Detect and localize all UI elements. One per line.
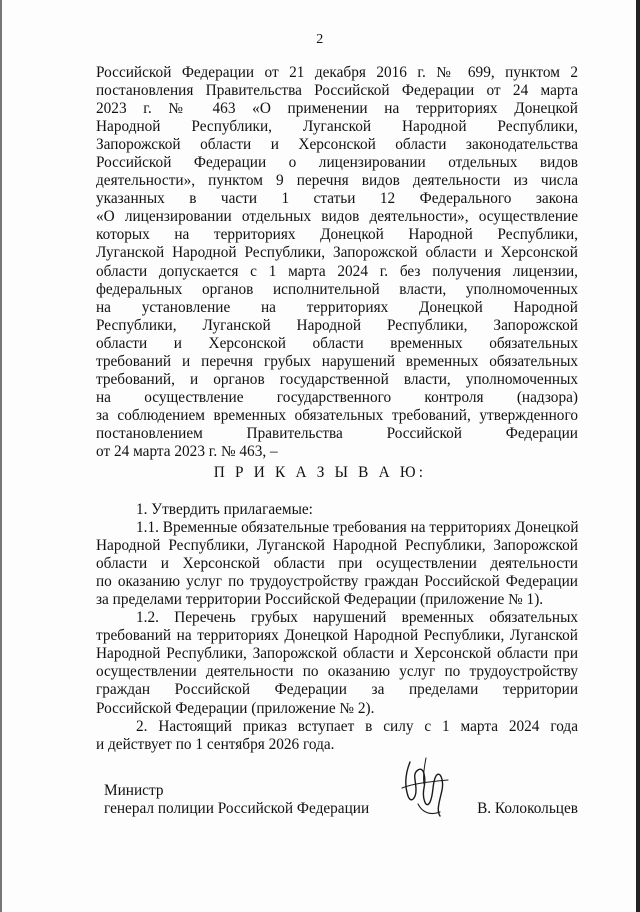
scan-edge-right: [636, 0, 640, 912]
text-line: на осуществление государственного контроля (надзора): [96, 388, 578, 406]
item-1-1-line: 1.1. Временные обязательные требования на территориях Донецкой: [136, 519, 579, 537]
item-1-2-line: осуществлении деятельности по оказанию услуг по трудоустройству: [96, 663, 578, 681]
item-1-2-line: 1.2. Перечень грубых нарушений временных обязательных: [136, 609, 578, 627]
signature-block: [96, 782, 578, 842]
page-number: 2: [316, 32, 324, 47]
signatory-title: Министр: [104, 782, 164, 799]
handwritten-signature-icon: [396, 754, 456, 824]
text-line: на установление на территориях Донецкой Народной: [96, 298, 578, 316]
text-line: постановления Правительства Российской Федерации от 24 марта: [96, 82, 578, 100]
text-line: Луганской Народной Республики, Запорожской области и Херсонской: [96, 244, 578, 262]
text-line: Российской Федерации о лицензировании отдельных видов: [96, 154, 578, 172]
paragraph-preamble: [96, 64, 578, 461]
item-1-1-line: по оказанию услуг по трудоустройству граждан Российской Федерации: [96, 573, 578, 591]
order-heading: П Р И К А З Ы В А Ю:: [213, 464, 427, 481]
text-line: 2023 г. № 463 «О применении на территориях Донецкой: [96, 100, 578, 118]
item-1-2-line: Народной Республики, Запорожской области и Херсонской области при: [96, 645, 578, 663]
text-line: области допускается с 1 марта 2024 г. без получения лицензии,: [96, 262, 578, 280]
text-line: требований и перечня грубых нарушений временных обязательных: [96, 352, 578, 370]
text-line: «О лицензировании отдельных видов деятельности», осуществление: [96, 208, 578, 226]
order-items: [96, 501, 578, 754]
text-line: Запорожской области и Херсонской области законодательства: [96, 136, 578, 154]
item-1-1-line: за пределами территории Российской Федерации (приложение № 1).: [96, 591, 544, 609]
item-2-line: и действует по 1 сентября 2026 года.: [96, 735, 335, 753]
item-1: 1. Утвердить прилагаемые:: [136, 501, 313, 518]
text-line: которых на территориях Донецкой Народной Республики,: [96, 226, 578, 244]
text-line: требований, и органов государственной власти, уполномоченных: [96, 370, 578, 388]
text-line: Российской Федерации от 21 декабря 2016 г. № 699, пунктом 2: [96, 64, 578, 81]
scan-edge-left: [0, 0, 2, 912]
item-1-1-line: области и Херсонской области при осуществлении деятельности: [96, 555, 578, 573]
signatory-rank: генерал полиции Российской Федерации: [104, 800, 370, 817]
text-line: постановлением Правительства Российской Федерации: [96, 424, 578, 442]
item-2-line: 2. Настоящий приказ вступает в силу с 1 марта 2024 года: [136, 717, 578, 735]
text-line: от 24 марта 2023 г. № 463, –: [96, 442, 278, 460]
text-line: деятельности», пунктом 9 перечня видов деятельности из числа: [96, 172, 578, 190]
text-line: указанных в части 1 статьи 12 Федерального закона: [96, 190, 578, 208]
item-1-2-line: граждан Российской Федерации за пределами территории: [96, 681, 578, 699]
signatory-name: В. Колокольцев: [477, 800, 578, 817]
text-line: Народной Республики, Луганской Народной Республики,: [96, 118, 578, 136]
text-line: области и Херсонской области временных обязательных: [96, 334, 578, 352]
item-1-1-line: Народной Республики, Луганской Народной Республики, Запорожской: [96, 537, 578, 555]
text-line: за соблюдением временных обязательных требований, утвержденного: [96, 406, 578, 424]
item-1-2-line: требований на территориях Донецкой Народной Республики, Луганской: [96, 627, 578, 645]
text-line: Республики, Луганской Народной Республики, Запорожской: [96, 316, 578, 334]
item-1-2-line: Российской Федерации (приложение № 2).: [96, 699, 375, 717]
text-line: федеральных органов исполнительной власти, уполномоченных: [96, 280, 578, 298]
